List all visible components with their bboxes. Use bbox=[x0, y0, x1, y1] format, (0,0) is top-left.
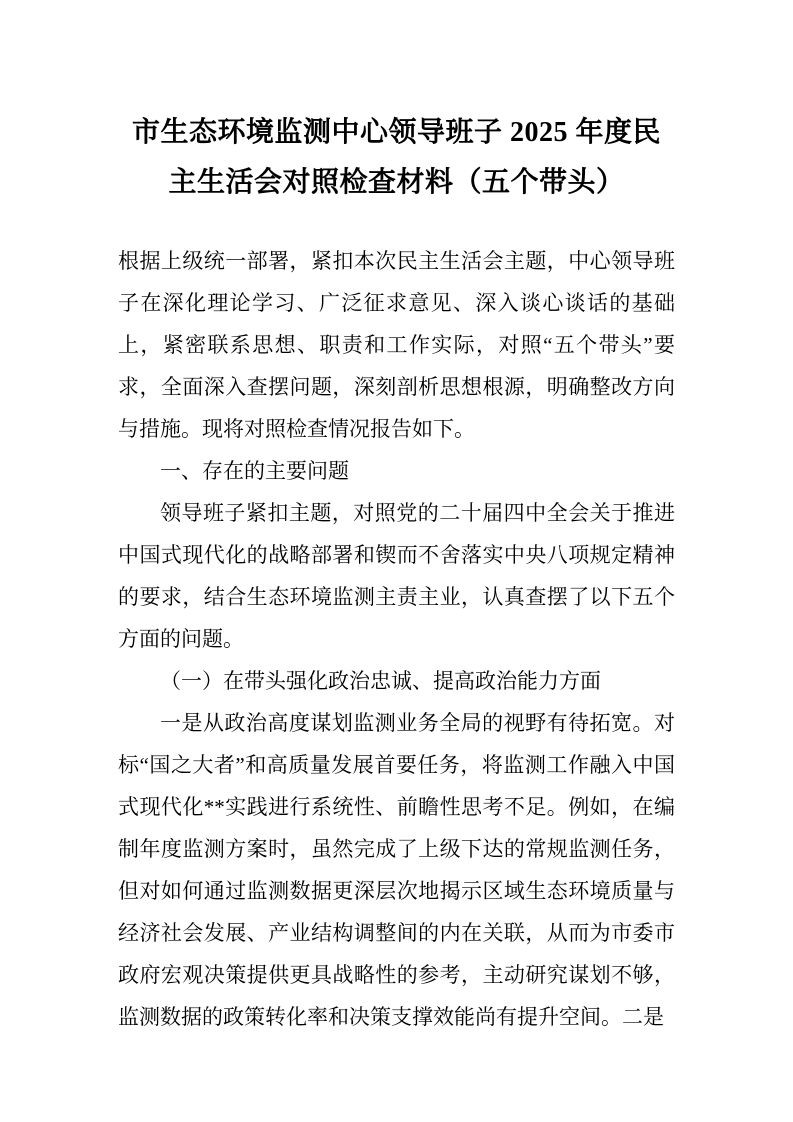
document-title: 市生态环境监测中心领导班子 2025 年度民主生活会对照检查材料（五个带头） bbox=[131, 117, 661, 198]
intro-paragraph: 根据上级统一部署，紧扣本次民主生活会主题，中心领导班子在深化理论学习、广泛征求意见、深入谈心谈话的基础上，紧密联系思想、职责和工作实际，对照“五个带头”要求，全面深入查摆问题，深刻剖析思想根源，明确整改方向与措施。现将对照检查情况报告如下。 bbox=[118, 249, 675, 441]
subsection-1-1-body-paragraph: 一是从政治高度谋划监测业务全局的视野有待拓宽。对标“国之大者”和高质量发展首要任务，将监测工作融入中国式现代化**实践进行系统性、前瞻性思考不足。例如，在编制年度监测方案时，虽然完成了上级下达的常规监测任务，但对如何通过监测数据更深层次地揭示区域生态环境质量与经济社会发展、产业结构调整间的内在关联，从而为市委市政府宏观决策提供更具战略性的参考，主动研究谋划不够，监测数据的政策转化率和决策支撑效能尚有提升空间。二是 bbox=[118, 711, 675, 1029]
section-1-lead-paragraph: 领导班子紧扣主题，对照党的二十届四中全会关于推进中国式现代化的战略部署和锲而不舍落实中央八项规定精神的要求，结合生态环境监测主责主业，认真查摆了以下五个方面的问题。 bbox=[118, 501, 675, 651]
section-1-heading: 一、存在的主要问题 bbox=[160, 459, 349, 483]
subsection-1-1-heading: （一）在带头强化政治忠诚、提高政治能力方面 bbox=[160, 669, 601, 693]
